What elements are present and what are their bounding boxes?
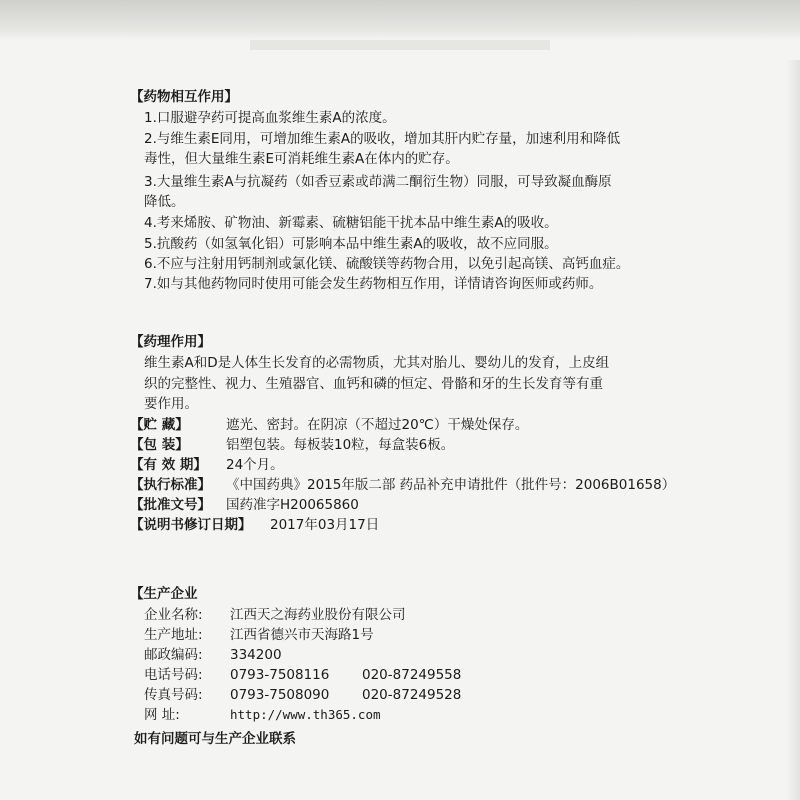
phone-label: 电话号码:: [144, 667, 203, 683]
shelf-life-label: 【有 效 期】: [130, 457, 207, 473]
interactions-heading: 【药物相互作用】: [130, 89, 238, 105]
interaction-item-5: 5.抗酸药（如氢氧化铝）可影响本品中维生素A的吸收，故不应同服。: [144, 236, 558, 252]
package-label: 【包 装】: [130, 437, 189, 453]
pharmacology-line-3: 要作用。: [144, 396, 198, 412]
interaction-item-7: 7.如与其他药物同时使用可能会发生药物相互作用，详情请咨询医师或药师。: [144, 276, 603, 292]
postcode-label: 邮政编码:: [144, 647, 203, 663]
postcode-value: 334200: [230, 647, 282, 663]
website-label: 网 址:: [144, 707, 180, 723]
fax-value-1: 0793-7508090: [230, 687, 330, 703]
approval-label: 【批准文号】: [130, 497, 211, 513]
interaction-item-4: 4.考来烯胺、矿物油、新霉素、硫糖铝能干扰本品中维生素A的吸收。: [144, 215, 558, 231]
phone-value-1: 0793-7508116: [230, 667, 330, 683]
website-value: http://www.th365.com: [230, 707, 381, 722]
interaction-item-6: 6.不应与注射用钙制剂或氯化镁、硫酸镁等药物合用，以免引起高镁、高钙血症。: [144, 256, 630, 272]
package-value: 铝塑包装。每板装10粒，每盒装6板。: [226, 437, 455, 453]
phone-value-2: 020-87249558: [362, 667, 462, 683]
storage-label: 【贮 藏】: [130, 417, 189, 433]
address-value: 江西省德兴市天海路1号: [230, 627, 374, 643]
manufacturer-heading: 【生产企业: [130, 586, 198, 602]
revision-date-value: 2017年03月17日: [270, 517, 380, 533]
shelf-life-value: 24个月。: [226, 457, 284, 473]
top-scan-shadow: [0, 0, 800, 40]
fax-value-2: 020-87249528: [362, 687, 462, 703]
approval-value: 国药准字H20065860: [226, 497, 359, 513]
contact-note: 如有问题可与生产企业联系: [134, 731, 296, 747]
storage-value: 遮光、密封。在阴凉（不超过20℃）干燥处保存。: [226, 417, 529, 433]
top-blurred-band: [250, 40, 550, 50]
company-name-label: 企业名称:: [144, 607, 203, 623]
interaction-item-3-cont: 降低。: [144, 194, 185, 210]
standard-label: 【执行标准】: [130, 477, 211, 493]
pharmacology-heading: 【药理作用】: [130, 334, 211, 350]
revision-date-label: 【说明书修订日期】: [130, 517, 252, 533]
fax-label: 传真号码:: [144, 687, 203, 703]
pharmacology-line-1: 维生素A和D是人体生长发育的必需物质，尤其对胎儿、婴幼儿的发育，上皮组: [144, 355, 610, 371]
standard-value: 《中国药典》2015年版二部 药品补充申请批件（批件号：2006B01658）: [226, 477, 676, 493]
address-label: 生产地址:: [144, 627, 203, 643]
right-scan-shadow: [786, 60, 800, 800]
pharmacology-line-2: 织的完整性、视力、生殖器官、血钙和磷的恒定、骨骼和牙的生长发育等有重: [144, 376, 603, 392]
interaction-item-1: 1.口服避孕药可提高血浆维生素A的浓度。: [144, 110, 396, 126]
company-name-value: 江西天之海药业股份有限公司: [230, 607, 406, 623]
interaction-item-2: 2.与维生素E同用，可增加维生素A的吸收，增加其肝内贮存量，加速利用和降低: [144, 131, 621, 147]
interaction-item-2-cont: 毒性，但大量维生素E可消耗维生素A在体内的贮存。: [144, 151, 459, 167]
interaction-item-3: 3.大量维生素A与抗凝药（如香豆素或茚满二酮衍生物）同服，可导致凝血酶原: [144, 174, 612, 190]
